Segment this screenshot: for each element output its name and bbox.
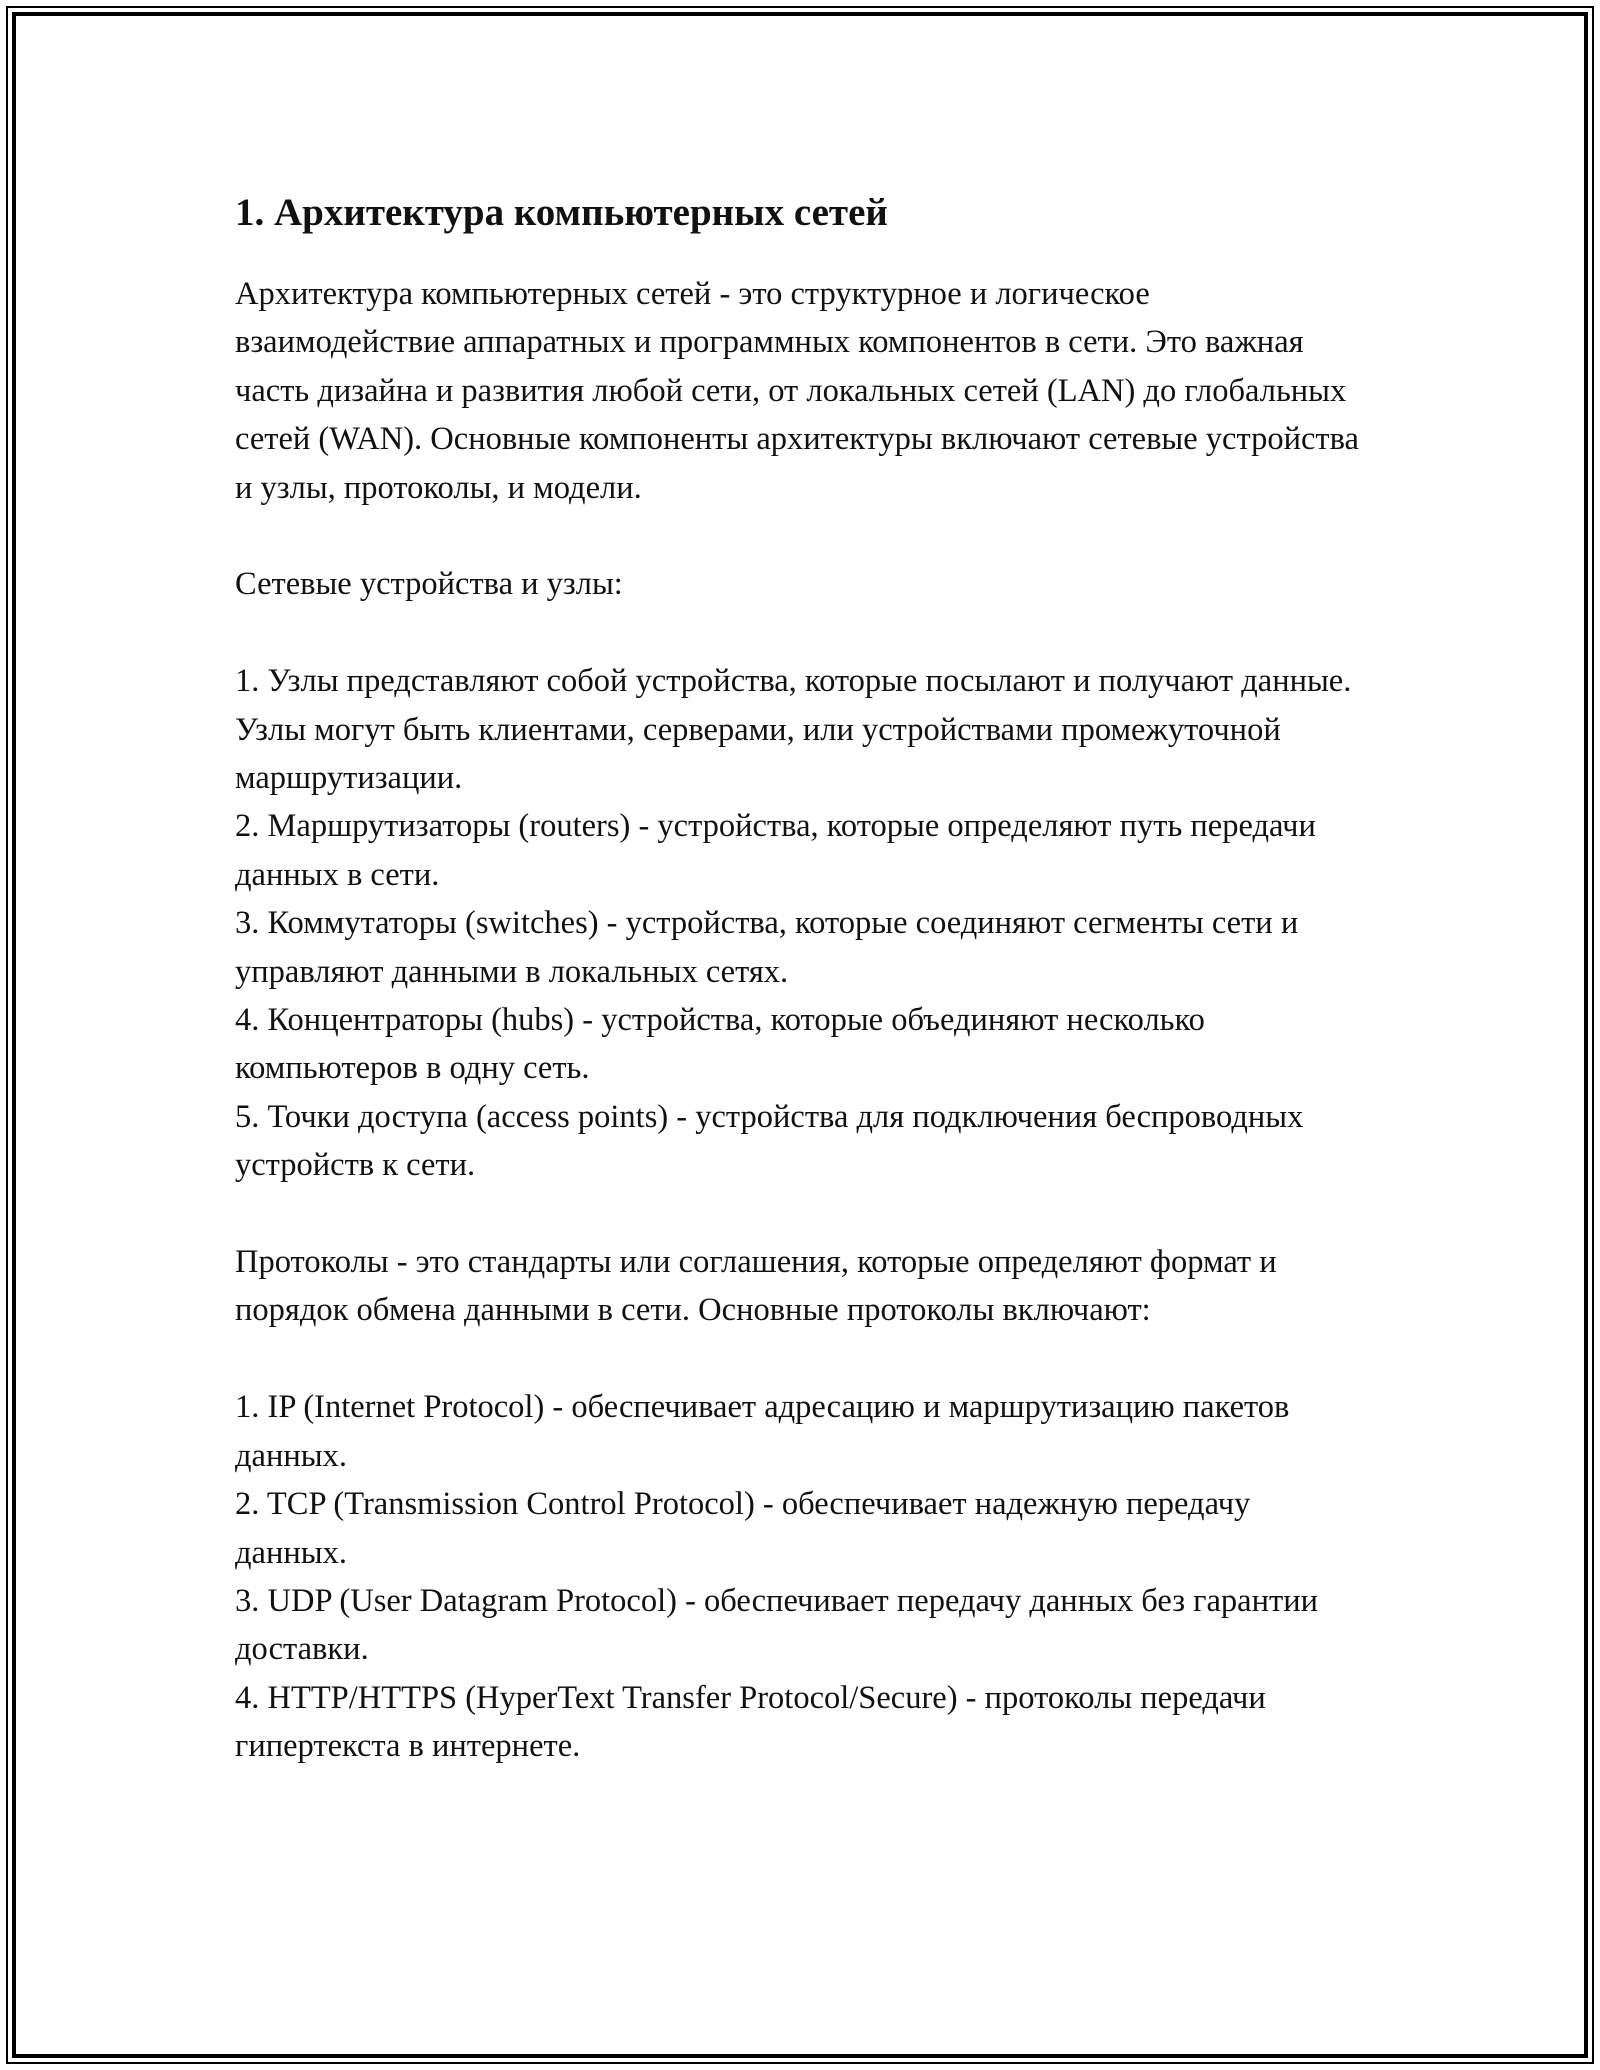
protocols-intro: Протоколы - это стандарты или соглашения, которые определяют формат и порядок обмена данными в сети. Основные протоколы включают: bbox=[235, 1244, 1277, 1329]
list-item: 5. Точки доступа (access points) - устройства для подключения беспроводных устройств к сети. bbox=[235, 1098, 1304, 1184]
list-item: 1. IP (Internet Protocol) - обеспечивает адресацию и маршрутизацию пакетов данных. bbox=[235, 1389, 1290, 1474]
list-item: 2. TCP (Transmission Control Protocol) - обеспечивает надежную передачу данных. bbox=[235, 1486, 1251, 1571]
spacer bbox=[235, 609, 1365, 657]
list-item: 4. HTTP/HTTPS (HyperText Transfer Protocol/Secure) - протоколы передачи гипертекста в интернете. bbox=[235, 1679, 1266, 1765]
devices-title: Сетевые устройства и узлы: bbox=[235, 566, 623, 603]
intro-paragraph: Архитектура компьютерных сетей - это структурное и логическое взаимодействие аппаратных и программных компонентов в сети. Это важная часть дизайна и развития любой сети, от локальных сетей (LAN) до глобальных сетей (WAN). Основные компоненты архитектуры включают сетевые устройства и узлы, протоколы, и модели. bbox=[235, 276, 1359, 506]
spacer bbox=[235, 1190, 1365, 1238]
list-item: 1. Узлы представляют собой устройства, которые посылают и получают данные. Узлы могут быть клиентами, серверами, или устройствами промежуточной маршрутизации. bbox=[235, 663, 1352, 797]
spacer bbox=[235, 1335, 1365, 1383]
list-item: 2. Маршрутизаторы (routers) - устройства, которые определяют путь передачи данных в сети. bbox=[235, 808, 1316, 893]
spacer bbox=[235, 512, 1365, 560]
list-item: 4. Концентраторы (hubs) - устройства, которые объединяют несколько компьютеров в одну сеть. bbox=[235, 1002, 1205, 1087]
document-body bbox=[235, 182, 1365, 1771]
list-item: 3. Коммутаторы (switches) - устройства, которые соединяют сегменты сети и управляют данными в локальных сетях. bbox=[235, 905, 1299, 990]
section-heading: 1. Архитектура компьютерных сетей bbox=[235, 191, 888, 234]
devices-list bbox=[235, 657, 1365, 1189]
list-item: 3. UDP (User Datagram Protocol) - обеспечивает передачу данных без гарантии доставки. bbox=[235, 1582, 1318, 1668]
protocols-list bbox=[235, 1383, 1365, 1770]
